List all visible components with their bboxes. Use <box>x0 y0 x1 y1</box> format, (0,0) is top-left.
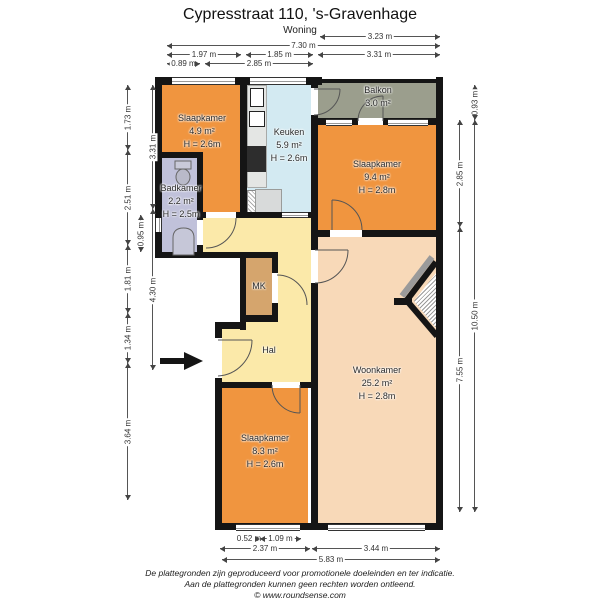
disclaimer <box>0 568 600 601</box>
room-label-mk <box>252 280 266 293</box>
room-height: H = 2.6m <box>270 153 308 163</box>
room-area: 3.0 m² <box>365 98 391 108</box>
room-name: Slaapkamer <box>177 113 227 123</box>
dim-left-4: 1.34 m <box>127 313 128 363</box>
dim-left-inner-1: 3.31 m <box>152 85 153 209</box>
dim-right-total: 10.50 m <box>474 120 475 512</box>
room-area: 4.9 m² <box>189 126 215 136</box>
balkon-left-door-arc <box>314 89 340 115</box>
room-name: Woonkamer <box>352 365 402 375</box>
slaapkamer3-door-arc <box>272 385 300 413</box>
page-subtitle: Woning <box>283 25 317 36</box>
dim-top-s1: 1.97 m <box>167 54 241 55</box>
dim-left-3: 1.81 m <box>127 245 128 313</box>
dim-bottom-small1: 0.52 m <box>236 534 262 544</box>
mk-door-arc <box>277 275 307 305</box>
entrance-arrow-icon <box>160 352 203 370</box>
room-area: 8.3 m² <box>252 446 278 456</box>
dim-top-mid: 2.85 m <box>205 63 313 64</box>
chimney-wall-lower <box>408 302 437 336</box>
dim-left-1: 1.73 m <box>127 85 128 150</box>
dim-top-right-section: 3.31 m <box>318 54 440 55</box>
room-name: MK <box>252 281 266 291</box>
dim-bottom-woonkamer: 3.44 m <box>312 548 440 549</box>
dim-left-5: 3.64 m <box>127 363 128 500</box>
room-area: 5.9 m² <box>276 140 302 150</box>
chimney-stub <box>394 298 412 305</box>
disclaimer-line-2: Aan de plattegronden kunnen geen rechten worden ontleend. <box>184 579 416 589</box>
dim-left-2: 2.51 m <box>127 150 128 245</box>
room-label-badkamer <box>160 182 201 221</box>
front-door-arc <box>218 340 252 376</box>
slaapkamer2-door-arc <box>332 200 362 230</box>
room-name: Balkon <box>364 85 392 95</box>
room-name: Keuken <box>273 127 305 137</box>
toilet-tank-icon <box>175 161 191 169</box>
room-height: H = 2.6m <box>246 459 284 469</box>
dim-bottom-s3: 2.37 m <box>220 548 310 549</box>
dim-right-woonkamer: 7.55 m <box>459 227 460 512</box>
disclaimer-line-1: De plattegronden zijn geproduceerd voor promotionele doeleinden en ter indicatie. <box>145 568 455 578</box>
room-label-slaapkamer1 <box>178 112 226 151</box>
dim-bottom-total: 5.83 m <box>222 559 440 560</box>
room-label-slaapkamer2 <box>353 158 401 197</box>
page-title: Cypresstraat 110, 's-Gravenhage <box>183 6 417 23</box>
copyright-line: © www.roundsense.com <box>254 590 346 600</box>
dim-left-small: 0.95 m <box>140 215 141 252</box>
room-area: 9.4 m² <box>364 172 390 182</box>
dim-top-balkon: 3.23 m <box>320 36 440 37</box>
room-name: Slaapkamer <box>240 433 290 443</box>
shower-icon <box>173 228 194 255</box>
room-height: H = 2.6m <box>183 139 221 149</box>
dim-top-total-left: 7.30 m <box>167 45 440 46</box>
room-height: H = 2.8m <box>358 185 396 195</box>
room-name: Slaapkamer <box>352 159 402 169</box>
dim-right-balkon: 0.93 m <box>474 85 475 120</box>
room-label-balkon <box>364 84 392 110</box>
room-area: 2.2 m² <box>168 196 194 206</box>
room-label-woonkamer <box>353 364 401 403</box>
slaapkamer1-door-arc <box>206 218 236 248</box>
room-height: H = 2.5m <box>162 209 200 219</box>
room-name: Badkamer <box>160 183 202 193</box>
woonkamer-door-arc <box>315 250 348 283</box>
dim-right-s2: 2.85 m <box>459 120 460 227</box>
room-area: 25.2 m² <box>361 378 393 388</box>
dim-top-keuken: 1.85 m <box>246 54 313 55</box>
dim-top-small: 0.89 m <box>167 63 200 64</box>
room-label-slaapkamer3 <box>241 432 289 471</box>
room-label-hal <box>262 344 276 357</box>
room-height: H = 2.8m <box>358 391 396 401</box>
room-name: Hal <box>262 345 276 355</box>
room-label-keuken <box>271 126 308 165</box>
dim-left-inner-2: 4.30 m <box>152 209 153 370</box>
dim-bottom-small2: 1.09 m <box>260 538 301 539</box>
